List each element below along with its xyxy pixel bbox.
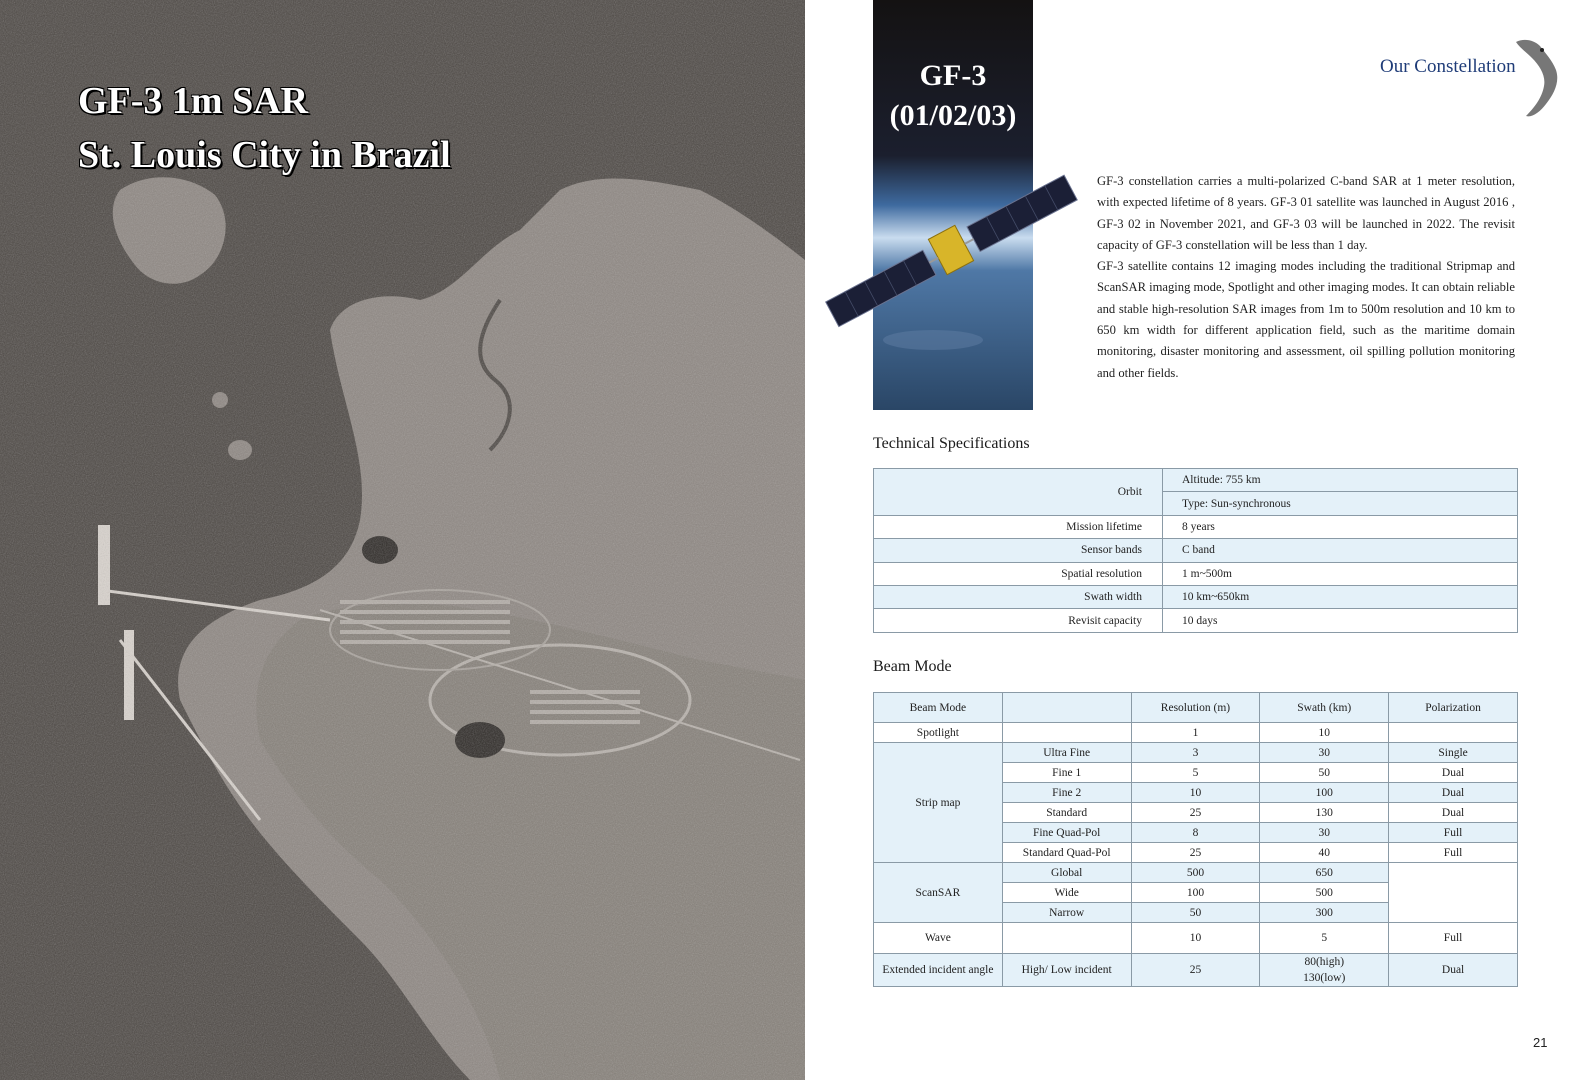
column-header: Beam Mode <box>874 693 1003 723</box>
table-row <box>874 723 1518 743</box>
sub-mode-cell: Standard <box>1002 803 1131 823</box>
sar-title-line-2: St. Louis City in Brazil <box>78 134 451 176</box>
table-header-row <box>874 693 1518 723</box>
orbit-label: Orbit <box>874 469 1163 516</box>
beam-mode-cell: Extended incident angle <box>874 954 1003 987</box>
table-row <box>874 863 1518 883</box>
swath-cell: 5 <box>1260 923 1389 954</box>
column-header: Resolution (m) <box>1131 693 1260 723</box>
resolution-cell: 3 <box>1131 743 1260 763</box>
beam-mode-cell: Spotlight <box>874 723 1003 743</box>
spec-value: 10 days <box>1163 609 1518 632</box>
satellite-title-line-1: GF-3 <box>919 59 987 92</box>
polarization-cell: Full <box>1389 823 1518 843</box>
sub-mode-cell: Fine 1 <box>1002 763 1131 783</box>
swath-cell: 50 <box>1260 763 1389 783</box>
polarization-cell: Dual <box>1389 803 1518 823</box>
spec-key: Revisit capacity <box>874 609 1163 632</box>
resolution-cell: 50 <box>1131 903 1260 923</box>
spec-key: Mission lifetime <box>874 515 1163 538</box>
swath-cell: 300 <box>1260 903 1389 923</box>
beam-mode-cell: Wave <box>874 923 1003 954</box>
sar-image-title <box>78 74 451 182</box>
orbit-type: Type: Sun-synchronous <box>1163 492 1518 515</box>
spec-value: C band <box>1163 539 1518 562</box>
resolution-cell: 500 <box>1131 863 1260 883</box>
sar-title-line-1: GF-3 1m SAR <box>78 80 309 122</box>
table-row <box>874 562 1518 585</box>
resolution-cell: 5 <box>1131 763 1260 783</box>
resolution-cell: 1 <box>1131 723 1260 743</box>
resolution-cell: 25 <box>1131 843 1260 863</box>
sub-mode-cell <box>1002 923 1131 954</box>
beam-mode-heading: Beam Mode <box>873 658 952 675</box>
sub-mode-cell <box>1002 723 1131 743</box>
bird-logo-icon <box>1512 36 1562 120</box>
table-row <box>874 515 1518 538</box>
resolution-cell: 10 <box>1131 923 1260 954</box>
polarization-cell: Full <box>1389 923 1518 954</box>
swath-cell: 500 <box>1260 883 1389 903</box>
table-row <box>874 923 1518 954</box>
beam-mode-table <box>873 692 1518 987</box>
resolution-cell: 25 <box>1131 954 1260 987</box>
swath-cell: 30 <box>1260 823 1389 843</box>
table-row <box>874 539 1518 562</box>
sub-mode-cell: Ultra Fine <box>1002 743 1131 763</box>
polarization-cell <box>1389 723 1518 743</box>
resolution-cell: 25 <box>1131 803 1260 823</box>
sub-mode-cell: Fine 2 <box>1002 783 1131 803</box>
satellite-title-line-2: (01/02/03) <box>889 99 1017 132</box>
resolution-cell: 8 <box>1131 823 1260 843</box>
spec-value: 1 m~500m <box>1163 562 1518 585</box>
sub-mode-cell: Narrow <box>1002 903 1131 923</box>
satellite-title <box>873 56 1033 136</box>
spec-value: 10 km~650km <box>1163 585 1518 608</box>
polarization-cell: Full <box>1389 843 1518 863</box>
polarization-cell: Dual <box>1389 954 1518 987</box>
tech-specs-table <box>873 468 1518 633</box>
intro-paragraph-1: GF-3 constellation carries a multi-polarized C-band SAR at 1 meter resolution, with expected lifetime of 8 years. GF-3 01 satellite was launched in August 2016 , GF-3 02 in November 2021, and GF-3 03 will be launched in 2022. The revisit capacity of GF-3 constellation will be less than 1 day. <box>1097 174 1515 252</box>
section-label: Our Constellation <box>1380 56 1516 77</box>
satellite-icon <box>814 150 1094 340</box>
column-header <box>1002 693 1131 723</box>
column-header: Polarization <box>1389 693 1518 723</box>
sub-mode-cell: Fine Quad-Pol <box>1002 823 1131 843</box>
spec-key: Spatial resolution <box>874 562 1163 585</box>
tech-specs-heading: Technical Specifications <box>873 435 1030 452</box>
column-header: Swath (km) <box>1260 693 1389 723</box>
sub-mode-cell: Global <box>1002 863 1131 883</box>
polarization-cell: Single <box>1389 743 1518 763</box>
orbit-altitude: Altitude: 755 km <box>1163 469 1518 492</box>
resolution-cell: 10 <box>1131 783 1260 803</box>
intro-text <box>1097 171 1515 384</box>
polarization-cell: Dual <box>1389 763 1518 783</box>
table-row <box>874 954 1518 987</box>
sub-mode-cell: Wide <box>1002 883 1131 903</box>
sub-mode-cell: High/ Low incident <box>1002 954 1131 987</box>
intro-paragraph-2: GF-3 satellite contains 12 imaging modes including the traditional Stripmap and ScanSAR imaging mode, Spotlight and other imaging modes. It can obtain reliable and stable high-resolution SAR images from 1m to 500m resolution and 10 km to 650 km width for different application field, such as the maritime domain monitoring, disaster monitoring and assessment, oil spilling pollution monitoring and other fields. <box>1097 259 1515 380</box>
beam-mode-cell: ScanSAR <box>874 863 1003 923</box>
swath-cell <box>1260 954 1389 987</box>
beam-mode-cell: Strip map <box>874 743 1003 863</box>
swath-high: 80(high) <box>1304 956 1345 968</box>
swath-cell: 100 <box>1260 783 1389 803</box>
spec-key: Sensor bands <box>874 539 1163 562</box>
page-number: 21 <box>1533 1035 1548 1050</box>
table-row <box>874 585 1518 608</box>
swath-cell: 650 <box>1260 863 1389 883</box>
table-row <box>874 609 1518 632</box>
table-row <box>874 743 1518 763</box>
polarization-cell: Dual <box>1389 783 1518 803</box>
polarization-cell <box>1389 863 1518 923</box>
swath-cell: 30 <box>1260 743 1389 763</box>
swath-cell: 40 <box>1260 843 1389 863</box>
spec-value: 8 years <box>1163 515 1518 538</box>
swath-cell: 10 <box>1260 723 1389 743</box>
swath-low: 130(low) <box>1303 972 1346 984</box>
sub-mode-cell: Standard Quad-Pol <box>1002 843 1131 863</box>
swath-cell: 130 <box>1260 803 1389 823</box>
table-row <box>874 469 1518 492</box>
spec-key: Swath width <box>874 585 1163 608</box>
resolution-cell: 100 <box>1131 883 1260 903</box>
